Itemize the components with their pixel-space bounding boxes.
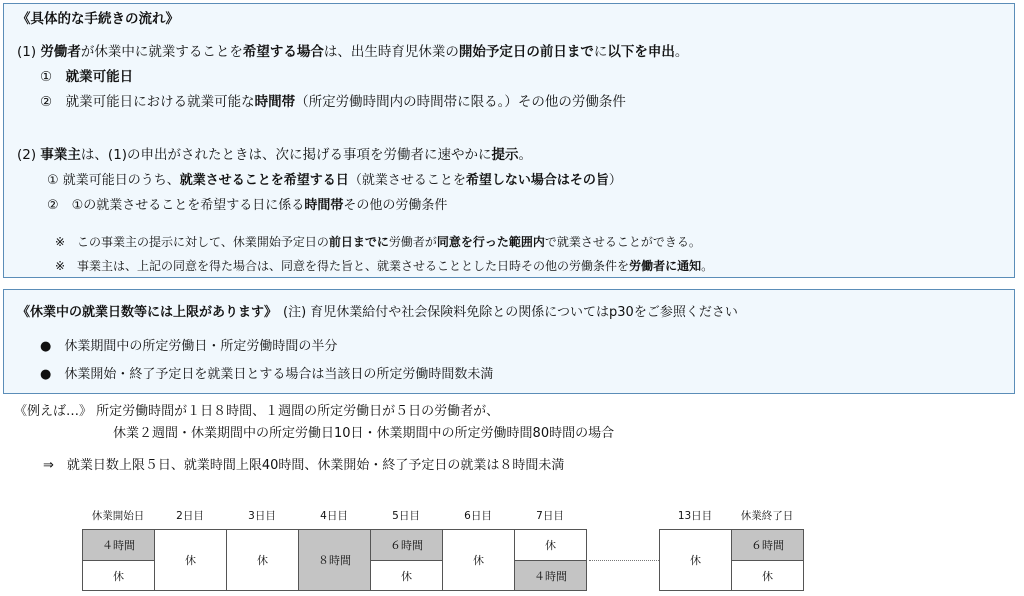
timeline-header-day2: 2日目 — [176, 510, 204, 522]
note-2 — [55, 260, 713, 272]
timeline-cell-start-work: ４時間 — [82, 529, 155, 561]
limit-note: (注) 育児休業給付や社会保険料免除との関係についてはp30をご参照ください — [283, 305, 738, 320]
item-bold: 就業させることを希望する日 — [179, 173, 349, 188]
timeline-cell-end-work: ６時間 — [731, 529, 804, 561]
step2-present: 提示 — [491, 147, 519, 163]
item-text: （就業させることを — [348, 173, 466, 188]
step1-request: 以下を申出 — [607, 44, 675, 60]
step1-part: が休業中に就業することを — [80, 44, 243, 60]
step1-part: に — [593, 44, 608, 60]
timeline-cell-day4: ８時間 — [298, 529, 371, 591]
step1-hope: 希望する場合 — [242, 44, 324, 60]
item-bold: 時間帯 — [304, 198, 344, 213]
note-text: で就業させることができる。 — [544, 235, 701, 249]
item-text: その他の労働条件 — [343, 198, 448, 213]
timeline-cell-day7-rest: 休 — [514, 529, 587, 561]
note-bold: 前日までに — [328, 235, 389, 249]
limit-bullet-1: ● 休業期間中の所定労働日・所定労働時間の半分 — [40, 339, 338, 354]
timeline-cell-day3: 休 — [226, 529, 299, 591]
item-text: ② ①の就業させることを希望する日に係る — [47, 198, 305, 213]
note-bold: 同意を行った範囲内 — [436, 235, 545, 249]
timeline-header-day6: 6日目 — [464, 510, 492, 522]
item-text: ② 就業可能日における就業可能な — [40, 94, 255, 110]
timeline-header-day13: 13日目 — [677, 510, 713, 522]
timeline-header-end: 休業終了日 — [740, 510, 794, 522]
timeline-header-start: 休業開始日 — [91, 510, 145, 522]
timeline-cell-day5-work: ６時間 — [370, 529, 443, 561]
limit-heading — [17, 306, 738, 319]
timeline-header-day3: 3日目 — [248, 510, 276, 522]
step2-employer: 事業主 — [40, 147, 81, 163]
step2-text — [17, 149, 532, 163]
example-line-2: 休業２週間・休業期間中の所定労働日10日・休業期間中の所定労働時間80時間の場合 — [113, 426, 615, 441]
timeline-cell-end-rest: 休 — [731, 560, 804, 591]
step1-deadline: 開始予定日の前日まで — [458, 44, 594, 60]
step1-period: 。 — [674, 44, 689, 60]
step1-item2 — [40, 96, 626, 110]
note-text: ※ 事業主は、上記の同意を得た場合は、同意を得た旨と、就業させることとした日時その他の労働条件を — [55, 259, 630, 273]
timeline-cell-day6: 休 — [442, 529, 515, 591]
item-text: ） — [608, 173, 622, 188]
note-1 — [55, 236, 701, 248]
item-bold: 時間帯 — [254, 94, 296, 110]
item-bold: 希望しない場合はその旨 — [465, 173, 609, 188]
note-text: 労働者が — [388, 235, 437, 249]
example-line-1: 《例えば…》 所定労働時間が１日８時間、１週間の所定労働日が５日の労働者が、 — [14, 404, 500, 419]
step1-text — [17, 46, 688, 60]
item-text: 就業可能日 — [65, 69, 134, 85]
step2-part: は、(1)の申出がされたときは、次に掲げる事項を労働者に速やかに — [80, 147, 492, 163]
timeline-header-day7: 7日目 — [536, 510, 564, 522]
step1-part: は、出生時育児休業の — [323, 44, 459, 60]
note-bold: 労働者に通知 — [629, 259, 702, 273]
note-text: ※ この事業主の提示に対して、休業開始予定日の — [55, 235, 329, 249]
procedure-flow-title: 《具体的な手続きの流れ》 — [17, 11, 179, 27]
step1-item1 — [40, 71, 133, 85]
step2-num: (2) — [17, 147, 41, 163]
step1-num: (1) — [17, 44, 41, 60]
timeline-ellipsis — [589, 560, 659, 561]
example-result: ⇒ 就業日数上限５日、就業時間上限40時間、休業開始・終了予定日の就業は８時間未満 — [43, 458, 565, 473]
timeline-cell-day5-rest: 休 — [370, 560, 443, 591]
timeline-cell-day2: 休 — [154, 529, 227, 591]
item-text: （所定労働時間内の時間帯に限る。）その他の労働条件 — [295, 94, 626, 110]
step2-period: 。 — [518, 147, 533, 163]
timeline-cell-start-rest: 休 — [82, 560, 155, 591]
timeline-cell-day13: 休 — [659, 529, 732, 591]
limit-title: 《休業中の就業日数等には上限があります》 — [17, 305, 278, 320]
note-text: 。 — [701, 259, 714, 273]
item-num: ① — [40, 69, 66, 85]
limit-bullet-2: ● 休業開始・終了予定日を就業日とする場合は当該日の所定労働時間数未満 — [40, 367, 494, 382]
step1-worker: 労働者 — [40, 44, 81, 60]
timeline-cell-day7-work: ４時間 — [514, 560, 587, 591]
item-text: ① 就業可能日のうち、 — [47, 173, 180, 188]
step2-item2 — [47, 199, 447, 212]
step2-item1 — [47, 174, 622, 187]
timeline-header-day5: 5日目 — [392, 510, 420, 522]
timeline-header-day4: 4日目 — [320, 510, 348, 522]
